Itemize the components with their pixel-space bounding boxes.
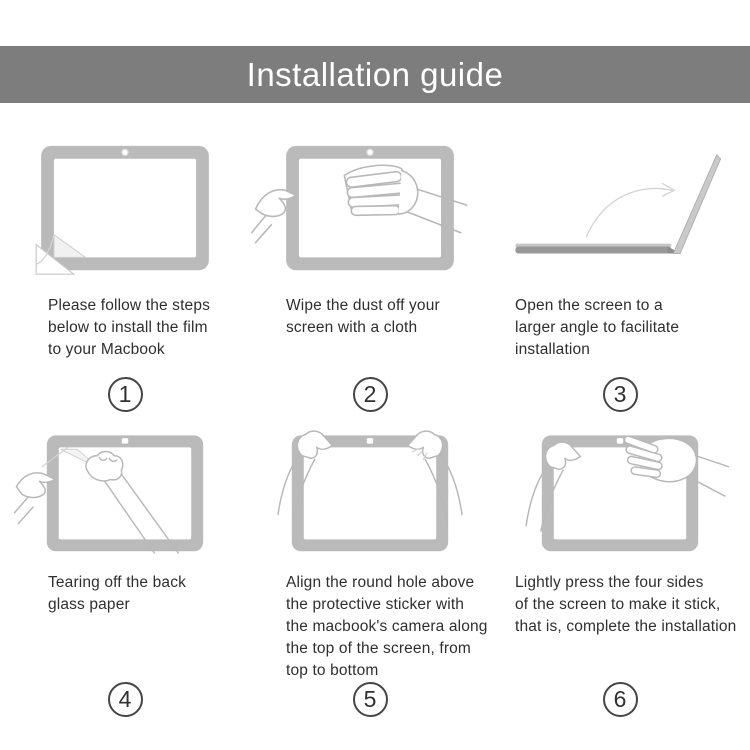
caption-line: screen with a cloth	[286, 319, 418, 336]
steps-grid	[0, 130, 750, 717]
step-number: 1	[118, 381, 132, 407]
caption-line: Please follow the steps	[48, 297, 210, 314]
caption-line: Lightly press the four sides	[515, 574, 704, 591]
step-number: 3	[613, 381, 627, 407]
step-caption	[490, 295, 750, 367]
step-5	[250, 426, 490, 717]
step-number-badge	[603, 682, 638, 717]
wipe-cloth-illustration	[250, 130, 490, 286]
caption-line: installation	[515, 341, 591, 358]
step-caption	[250, 572, 490, 680]
step-caption	[0, 572, 250, 680]
press-sides-illustration	[490, 426, 750, 566]
caption-line: of the screen to make it stick,	[515, 596, 721, 613]
caption-line: top to bottom	[286, 662, 379, 679]
screen-align-icon	[251, 428, 489, 566]
caption-line: larger angle to facilitate	[515, 319, 680, 336]
caption-line: Open the screen to a	[515, 297, 663, 314]
screen-frame-icon	[6, 138, 244, 286]
step-number: 2	[363, 381, 377, 407]
page-title: Installation guide	[246, 55, 504, 93]
step-number-badge	[108, 682, 143, 717]
align-two-hands-illustration	[250, 426, 490, 566]
step-number-badge	[603, 377, 638, 412]
step-4	[0, 426, 250, 717]
step-number: 5	[363, 686, 377, 712]
caption-line: the top of the screen, from	[286, 640, 471, 657]
peel-film-corner-illustration	[0, 130, 250, 286]
step-1	[0, 130, 250, 412]
step-number: 6	[613, 686, 627, 712]
caption-line: the protective sticker with	[286, 596, 465, 613]
caption-line: glass paper	[48, 596, 130, 613]
open-laptop-illustration	[490, 130, 750, 286]
caption-line: Align the round hole above	[286, 574, 475, 591]
step-caption	[490, 572, 750, 680]
step-number-badge	[353, 682, 388, 717]
screen-tear-icon	[6, 428, 244, 566]
step-caption	[0, 295, 250, 367]
caption-line: Tearing off the back	[48, 574, 186, 591]
caption-line: that is, complete the installation	[515, 618, 737, 635]
header-banner	[0, 46, 750, 103]
step-number-badge	[108, 377, 143, 412]
laptop-side-view-icon	[501, 138, 739, 286]
caption-line: below to install the film	[48, 319, 208, 336]
caption-line: the macbook's camera along	[286, 618, 488, 635]
screen-press-icon	[501, 428, 739, 566]
step-3	[490, 130, 750, 412]
step-6	[490, 426, 750, 717]
caption-line: Wipe the dust off your	[286, 297, 440, 314]
tear-backing-illustration	[0, 426, 250, 566]
step-2	[250, 130, 490, 412]
step-caption	[250, 295, 490, 367]
step-number: 4	[118, 686, 132, 712]
caption-line: to your Macbook	[48, 341, 165, 358]
step-number-badge	[353, 377, 388, 412]
screen-wipe-icon	[251, 138, 489, 286]
